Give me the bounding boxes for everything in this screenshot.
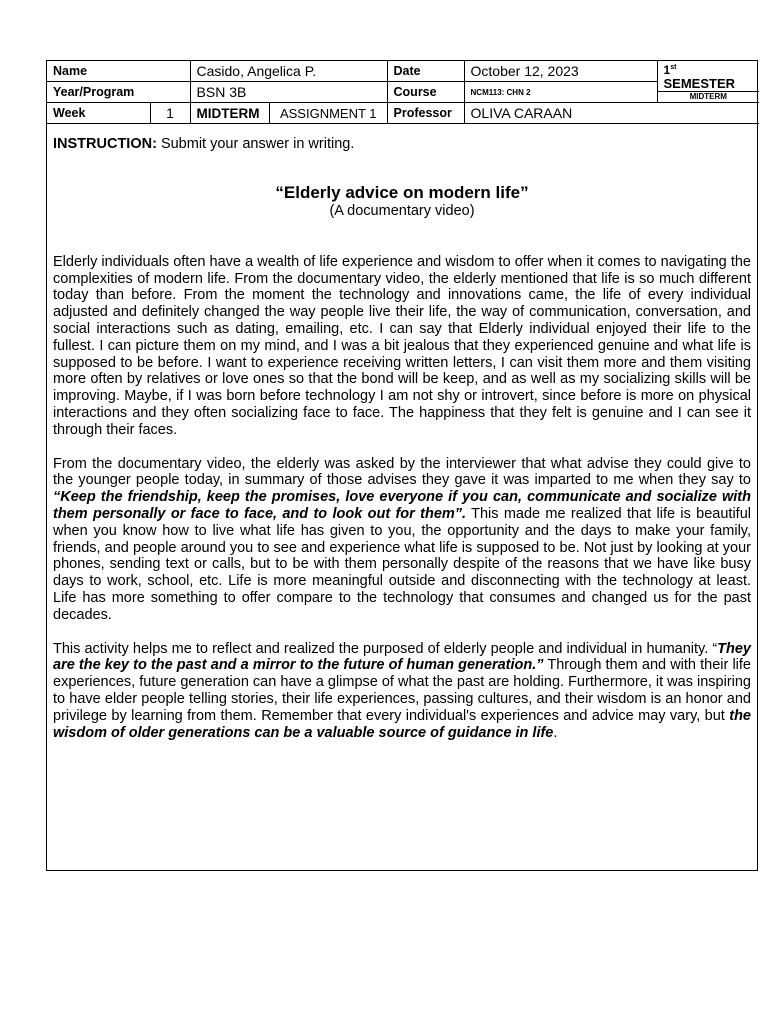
professor-value: OLIVA CARAAN (464, 103, 759, 124)
name-value: Casido, Angelica P. (190, 61, 387, 82)
week-label: Week (47, 103, 150, 124)
year-program-label: Year/Program (47, 82, 190, 103)
week-value: 1 (150, 103, 190, 124)
semester-label: SEMESTER (663, 76, 736, 91)
semester-term: MIDTERM (658, 91, 760, 102)
advice-quote: “Keep the friendship, keep the promises, love everyone if you can, communicate and socialize with them personally or face to face, and to look out for them”. (53, 489, 751, 522)
instruction-text: Submit your answer in writing. (156, 136, 355, 152)
document-subtitle: (A documentary video) (329, 202, 475, 219)
semester-cell (657, 61, 759, 103)
key-quote: They are the key to the past and a mirror to the future of human generation.” (53, 640, 751, 674)
paragraph-1: Elderly individuals often have a wealth of life experience and wisdom to offer when it comes to navigating the complexities of modern life. From the documentary video, the elderly mentioned that life is so much different today than before. From the moment the technology and innovations came, the life of every individual adjusted and definitely changed the way people live their life, the way of communication, conversation, and social interactions such as dating, emailing, etc. I can say that Elderly individual enjoyed their life to the fullest. I can picture them on my mind, and I was a bit jealous that they experienced genuine and what life is supposed to be before. I want to experience receiving written letters, I can visit them more and them visiting more often by relatives or love ones so that the bond will be keep, and as well as my socializing skills will be improving. Maybe, if I was born before technology I am not shy or introvert, since before is more on physical interactions and they often socializing face to face. The happiness that they felt is genuine and I can see it through their faces. (53, 253, 751, 438)
year-program-value: BSN 3B (190, 82, 387, 103)
course-value: NCM113: CHN 2 (464, 82, 657, 103)
header-table (47, 61, 759, 124)
assignment-page (46, 60, 758, 871)
name-label: Name (47, 61, 190, 82)
term-assignment-cell (190, 103, 387, 124)
date-value: October 12, 2023 (464, 61, 657, 82)
professor-label: Professor (387, 103, 464, 124)
semester-number: 1st (663, 63, 677, 77)
document-title: “Elderly advice on modern life” (275, 182, 529, 202)
wisdom-quote: the wisdom of older generations can be a valuable source of guidance in life (53, 707, 751, 741)
assignment-label: ASSIGNMENT 1 (279, 105, 377, 121)
date-label: Date (387, 61, 464, 82)
instruction-label: INSTRUCTION: (53, 136, 157, 152)
instruction-line (53, 136, 751, 153)
paragraph-3: This activity helps me to reflect and realized the purposed of elderly people and individual in humanity. “They are the key to the past and a mirror to the future of human generation.” Through them and with their life experiences, future generation can have a glimpse of what the past are holding. Furthermore, it was inspiring to have elder people telling stories, their life experiences, passing cultures, and their wisdom is an honor and privilege by learning from them. Remember that every individual's experiences and advice may vary, but the wisdom of older generations can be a valuable source of guidance in life. (53, 640, 751, 741)
document-body (47, 136, 757, 741)
course-label: Course (387, 82, 464, 103)
term-label: MIDTERM (191, 103, 270, 123)
paragraph-2: From the documentary video, the elderly was asked by the interviewer that what advise they could give to the younger people today, in summary of those advises they gave it was imparted to me when they say to “Keep the friendship, keep the promises, love everyone if you can, communicate and socialize with them personally or face to face, and to look out for them”. This made me realized that life is beautiful when you know how to live what life has given to you, the opportunity and the days to make your family, friends, and people around you to see and experience what life is supposed to be. Not just by looking at your phones, sending text or calls, but to be with them personally despite of the reasons that we have like busy days to work, school, etc. Life is more meaningful outside and disconnecting with the technology at least. Life has more something to offer compare to the technology that consumes and changed us for the past decades. (53, 455, 751, 623)
